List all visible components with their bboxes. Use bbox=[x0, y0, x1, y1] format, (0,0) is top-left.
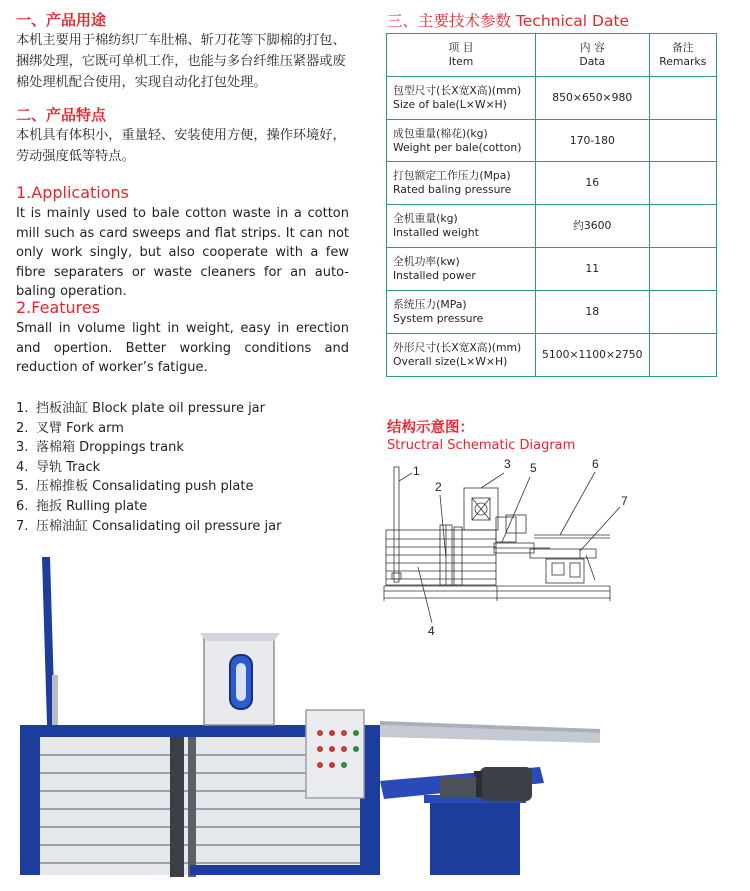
list-item: 7. 压棉油缸 Consalidating oil pressure jar bbox=[16, 518, 282, 534]
row-item: 全机功率(kw) Installed power bbox=[387, 248, 536, 291]
table-row bbox=[387, 205, 717, 248]
diagram-title-cn: 结构示意图： bbox=[387, 420, 474, 436]
header-data: 内 容 Data bbox=[536, 34, 650, 77]
row-value: 18 bbox=[536, 291, 650, 334]
row-remarks bbox=[649, 120, 716, 162]
parts-list bbox=[16, 399, 281, 536]
list-item: 1. 挡板油缸 Block plate oil pressure jar bbox=[16, 401, 265, 416]
row-value: 850×650×980 bbox=[536, 77, 650, 120]
row-remarks bbox=[649, 248, 716, 291]
row-value: 约3600 bbox=[536, 205, 650, 248]
list-item: 2. 叉臂 Fork arm bbox=[16, 420, 124, 436]
table-row bbox=[387, 291, 717, 334]
row-value: 170-180 bbox=[536, 120, 650, 162]
row-item: 包型尺寸(长X宽X高)(mm) Size of bale(L×W×H) bbox=[387, 77, 536, 120]
spec-table bbox=[386, 33, 717, 377]
section3-title: 三、主要技术参数 Technical Date bbox=[387, 12, 630, 30]
table-row bbox=[387, 162, 717, 205]
section1-body: 本机主要用于棉纺织厂车肚棉、斩刀花等下脚棉的打包、捆绑处理，它既可单机工作，也能与多台纤维压紧器或废棉处理机配合使用，实现自动化打包处理。 bbox=[16, 33, 346, 90]
applications-title: 1.Applications bbox=[16, 183, 129, 202]
callout-2: 2 bbox=[435, 480, 442, 494]
header-item: 项 目 Item bbox=[387, 34, 536, 77]
table-row bbox=[387, 77, 717, 120]
row-remarks bbox=[649, 162, 716, 205]
section2-body: 本机具有体积小，重量轻、安装使用方便，操作环境好，劳动强度低等特点。 bbox=[16, 128, 346, 164]
list-item: 5. 压棉推板 Consalidating push plate bbox=[16, 479, 254, 495]
table-row bbox=[387, 248, 717, 291]
header-remarks: 备注 Remarks bbox=[649, 34, 716, 77]
list-item: 6. 拖扳 Rulling plate bbox=[16, 498, 148, 514]
features-title: 2.Features bbox=[16, 298, 101, 317]
row-item: 打包额定工作压力(Mpa) Rated baling pressure bbox=[387, 162, 536, 205]
row-value: 5100×1100×2750 bbox=[536, 334, 650, 377]
section2-title: 二、产品特点 bbox=[16, 106, 107, 124]
callout-5: 5 bbox=[530, 461, 537, 475]
list-item: 4. 导轨 Track bbox=[16, 459, 101, 475]
list-item: 3. 落棉箱 Droppings trank bbox=[16, 440, 184, 456]
row-value: 16 bbox=[536, 162, 650, 205]
callout-3: 3 bbox=[504, 457, 511, 471]
table-header-row bbox=[387, 34, 717, 77]
callout-4: 4 bbox=[428, 624, 435, 638]
row-item: 系统压力(MPa) System pressure bbox=[387, 291, 536, 334]
row-value: 11 bbox=[536, 248, 650, 291]
table-row bbox=[387, 334, 717, 377]
callout-7: 7 bbox=[621, 494, 628, 508]
row-item: 外形尺寸(长X宽X高)(mm) Overall size(L×W×H) bbox=[387, 334, 536, 377]
callout-6: 6 bbox=[592, 457, 599, 471]
row-remarks bbox=[649, 77, 716, 120]
row-item: 全机重量(kg) Installed weight bbox=[387, 205, 536, 248]
section1-title: 一、产品用途 bbox=[16, 11, 107, 29]
table-row bbox=[387, 120, 717, 162]
row-remarks bbox=[649, 205, 716, 248]
features-body: Small in volume light in weight, easy in erection and opertion. Better working conditions and reduction of worker’s fatigue. bbox=[16, 321, 349, 375]
row-item: 成包重量(棉花)(kg) Weight per bale(cotton) bbox=[387, 120, 536, 162]
diagram-title-en: Structral Schematic Diagram bbox=[387, 438, 576, 453]
applications-body: It is mainly used to bale cotton waste in a cotton mill such as card sweeps and flat strips. It can not only work singly, but also cooperate with a few fibre separaters or waste cleaners for an auto-baling operation. bbox=[16, 206, 349, 299]
machine-illustration bbox=[0, 545, 600, 891]
row-remarks bbox=[649, 291, 716, 334]
callout-1: 1 bbox=[413, 464, 420, 478]
row-remarks bbox=[649, 334, 716, 377]
